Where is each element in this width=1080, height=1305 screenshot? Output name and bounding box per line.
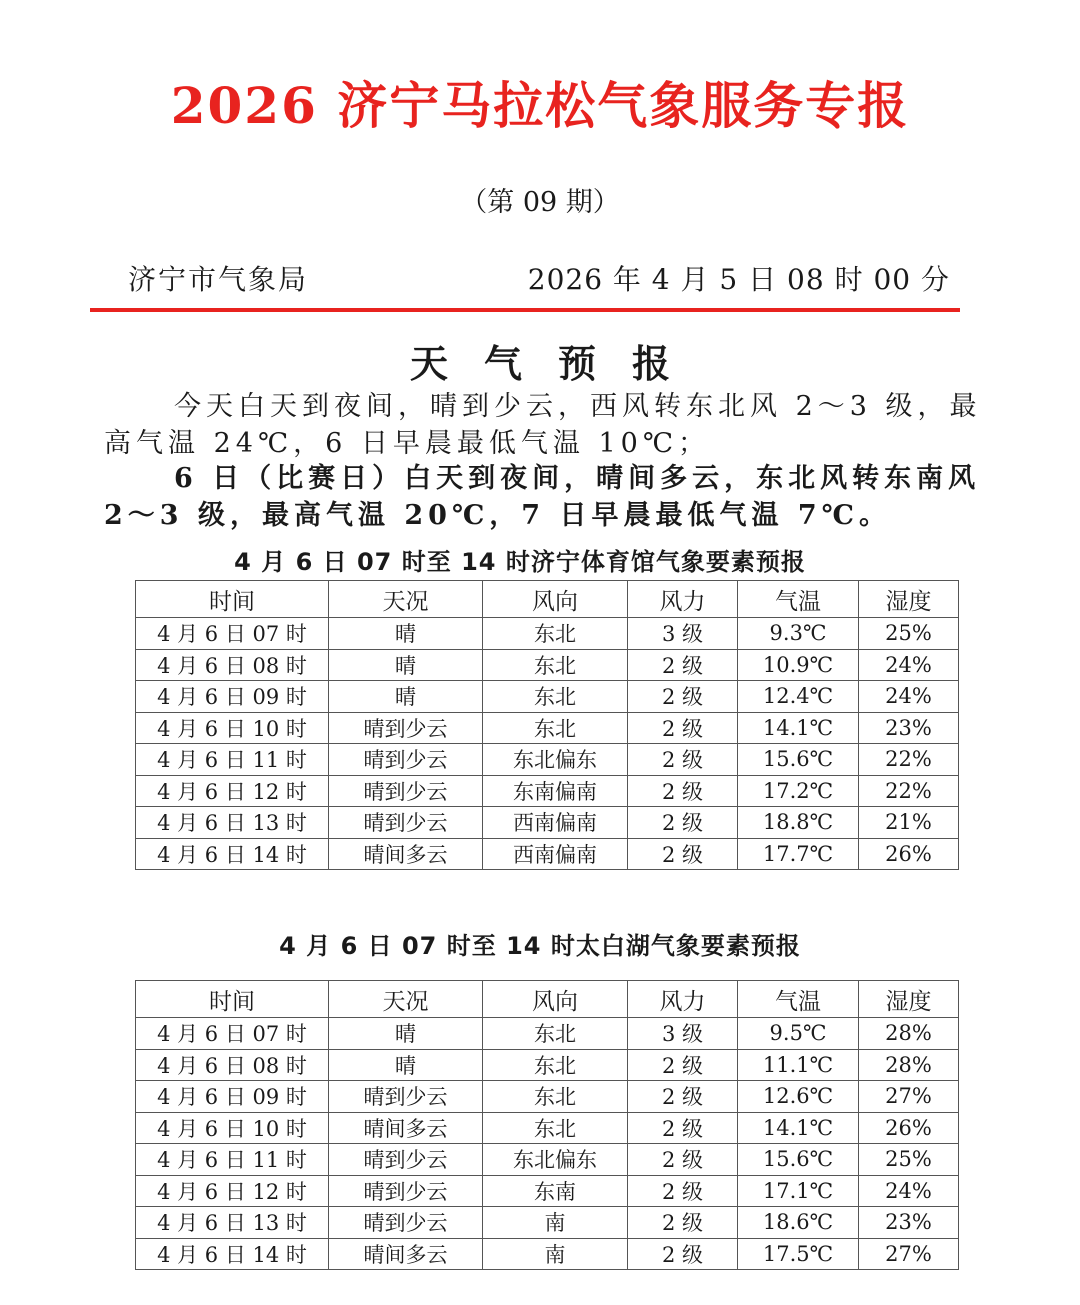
table-row: [136, 1049, 959, 1081]
table-cell: 东北偏东: [483, 1144, 628, 1176]
table-cell: 17.7℃: [738, 838, 859, 870]
table-cell: 25%: [859, 618, 959, 650]
table-cell: 24%: [859, 649, 959, 681]
table-cell: 22%: [859, 744, 959, 776]
table-row: [136, 649, 959, 681]
table-cell: 27%: [859, 1238, 959, 1270]
table-cell: 晴到少云: [329, 775, 483, 807]
table-cell: 4 月 6 日 12 时: [136, 775, 329, 807]
column-header: 湿度: [859, 981, 959, 1018]
table-cell: 26%: [859, 838, 959, 870]
table-title-stadium: 4 月 6 日 07 时至 14 时济宁体育馆气象要素预报: [234, 548, 806, 576]
table-cell: 东北: [483, 712, 628, 744]
table-row: [136, 1175, 959, 1207]
column-header: 湿度: [859, 581, 959, 618]
table-row: [136, 712, 959, 744]
table-cell: 4 月 6 日 13 时: [136, 1207, 329, 1239]
table-header-row: [136, 581, 959, 618]
issue-datetime: 2026 年 4 月 5 日 08 时 00 分: [527, 263, 950, 296]
table-row: [136, 807, 959, 839]
table-cell: 23%: [859, 1207, 959, 1239]
table-header-row: [136, 981, 959, 1018]
table-cell: 东北: [483, 1049, 628, 1081]
table-cell: 4 月 6 日 09 时: [136, 681, 329, 713]
table-cell: 2 级: [628, 1081, 738, 1113]
table-cell: 2 级: [628, 775, 738, 807]
table-cell: 24%: [859, 1175, 959, 1207]
forecast-heading: 天气预报: [409, 341, 706, 386]
table-cell: 晴: [329, 1049, 483, 1081]
table-cell: 21%: [859, 807, 959, 839]
table-cell: 晴间多云: [329, 838, 483, 870]
table-cell: 4 月 6 日 10 时: [136, 1112, 329, 1144]
table-row: [136, 1081, 959, 1113]
issuer: 济宁市气象局: [128, 263, 309, 296]
table-cell: 3 级: [628, 1018, 738, 1050]
table-row: [136, 618, 959, 650]
table-cell: 西南偏南: [483, 807, 628, 839]
table-row: [136, 1238, 959, 1270]
forecast-paragraph-today: 今天白天到夜间，晴到少云，西风转东北风 2～3 级，最高气温 24℃，6 日早晨最低气温 10℃；: [104, 391, 982, 459]
table-cell: 晴到少云: [329, 712, 483, 744]
table-cell: 晴到少云: [329, 1144, 483, 1176]
column-header: 天况: [329, 581, 483, 618]
table-row: [136, 1018, 959, 1050]
table-cell: 晴到少云: [329, 1175, 483, 1207]
table-cell: 4 月 6 日 13 时: [136, 807, 329, 839]
column-header: 风力: [628, 581, 738, 618]
table-cell: 2 级: [628, 1112, 738, 1144]
table-cell: 15.6℃: [738, 744, 859, 776]
table-cell: 2 级: [628, 744, 738, 776]
table-cell: 东北: [483, 681, 628, 713]
table-cell: 东北偏东: [483, 744, 628, 776]
table-cell: 17.5℃: [738, 1238, 859, 1270]
issue-number: （第 09 期）: [460, 187, 620, 218]
table-cell: 9.3℃: [738, 618, 859, 650]
table-cell: 晴到少云: [329, 1081, 483, 1113]
table-cell: 11.1℃: [738, 1049, 859, 1081]
table-cell: 2 级: [628, 712, 738, 744]
column-header: 风力: [628, 981, 738, 1018]
table-cell: 东北: [483, 1081, 628, 1113]
table-cell: 东北: [483, 1018, 628, 1050]
table-cell: 2 级: [628, 1175, 738, 1207]
table-row: [136, 838, 959, 870]
table-cell: 西南偏南: [483, 838, 628, 870]
table-cell: 2 级: [628, 649, 738, 681]
table-cell: 2 级: [628, 1049, 738, 1081]
table-cell: 2 级: [628, 1238, 738, 1270]
table-cell: 17.2℃: [738, 775, 859, 807]
table-cell: 27%: [859, 1081, 959, 1113]
table-cell: 28%: [859, 1049, 959, 1081]
table-cell: 晴: [329, 649, 483, 681]
table-cell: 2 级: [628, 681, 738, 713]
column-header: 气温: [738, 581, 859, 618]
table-cell: 14.1℃: [738, 712, 859, 744]
table-row: [136, 744, 959, 776]
table-cell: 晴间多云: [329, 1238, 483, 1270]
column-header: 时间: [136, 581, 329, 618]
table-cell: 晴: [329, 1018, 483, 1050]
table-cell: 26%: [859, 1112, 959, 1144]
table-cell: 4 月 6 日 07 时: [136, 618, 329, 650]
table-cell: 2 级: [628, 838, 738, 870]
table-cell: 10.9℃: [738, 649, 859, 681]
table-cell: 17.1℃: [738, 1175, 859, 1207]
table-cell: 东南: [483, 1175, 628, 1207]
table-cell: 3 级: [628, 618, 738, 650]
table-cell: 2 级: [628, 1144, 738, 1176]
column-header: 风向: [483, 981, 628, 1018]
table-row: [136, 775, 959, 807]
table-title-taibai-lake: 4 月 6 日 07 时至 14 时太白湖气象要素预报: [279, 932, 801, 960]
table-cell: 14.1℃: [738, 1112, 859, 1144]
table-cell: 4 月 6 日 14 时: [136, 1238, 329, 1270]
table-cell: 4 月 6 日 09 时: [136, 1081, 329, 1113]
table-cell: 22%: [859, 775, 959, 807]
forecast-paragraph-raceday: 6 日（比赛日）白天到夜间，晴间多云，东北风转东南风 2～3 级，最高气温 20℃，7 日早晨最低气温 7℃。: [104, 463, 981, 531]
table-cell: 28%: [859, 1018, 959, 1050]
table-cell: 18.8℃: [738, 807, 859, 839]
table-cell: 东北: [483, 649, 628, 681]
table-cell: 晴到少云: [329, 1207, 483, 1239]
table-cell: 4 月 6 日 08 时: [136, 649, 329, 681]
table-row: [136, 1112, 959, 1144]
column-header: 天况: [329, 981, 483, 1018]
table-cell: 晴间多云: [329, 1112, 483, 1144]
column-header: 时间: [136, 981, 329, 1018]
table-cell: 4 月 6 日 08 时: [136, 1049, 329, 1081]
table-cell: 4 月 6 日 10 时: [136, 712, 329, 744]
table-cell: 25%: [859, 1144, 959, 1176]
table-row: [136, 681, 959, 713]
table-cell: 东南偏南: [483, 775, 628, 807]
table-cell: 东北: [483, 618, 628, 650]
table-cell: 12.6℃: [738, 1081, 859, 1113]
table-row: [136, 1144, 959, 1176]
table-cell: 4 月 6 日 11 时: [136, 1144, 329, 1176]
table-cell: 晴: [329, 618, 483, 650]
table-cell: 南: [483, 1207, 628, 1239]
table-cell: 晴: [329, 681, 483, 713]
table-cell: 4 月 6 日 11 时: [136, 744, 329, 776]
table-cell: 12.4℃: [738, 681, 859, 713]
table-cell: 9.5℃: [738, 1018, 859, 1050]
table-cell: 4 月 6 日 07 时: [136, 1018, 329, 1050]
table-cell: 南: [483, 1238, 628, 1270]
column-header: 风向: [483, 581, 628, 618]
table-cell: 东北: [483, 1112, 628, 1144]
table-cell: 晴到少云: [329, 807, 483, 839]
table-row: [136, 1207, 959, 1239]
column-header: 气温: [738, 981, 859, 1018]
forecast-table-taibai-lake: [135, 980, 959, 1270]
table-cell: 23%: [859, 712, 959, 744]
table-cell: 4 月 6 日 14 时: [136, 838, 329, 870]
table-cell: 2 级: [628, 1207, 738, 1239]
table-cell: 2 级: [628, 807, 738, 839]
table-cell: 4 月 6 日 12 时: [136, 1175, 329, 1207]
table-cell: 24%: [859, 681, 959, 713]
red-divider: [90, 308, 960, 312]
table-cell: 18.6℃: [738, 1207, 859, 1239]
table-cell: 晴到少云: [329, 744, 483, 776]
forecast-table-stadium: [135, 580, 959, 870]
table-cell: 15.6℃: [738, 1144, 859, 1176]
report-title: 2026 济宁马拉松气象服务专报: [170, 76, 910, 135]
